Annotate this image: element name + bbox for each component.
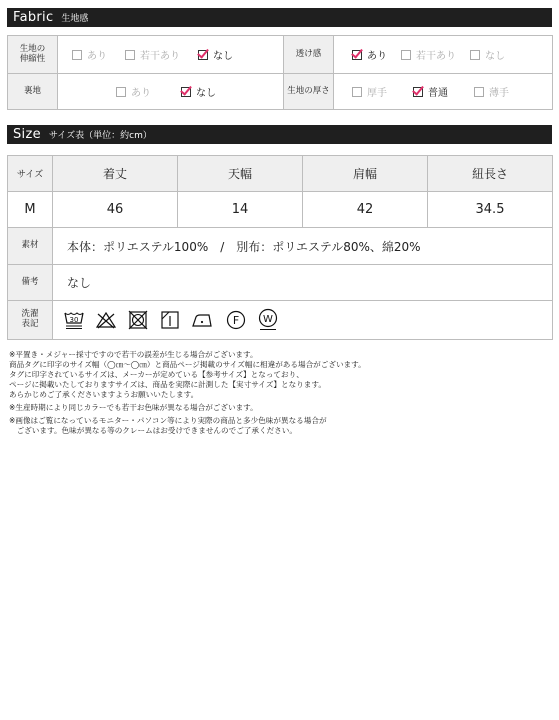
- stretch-options: [58, 36, 284, 74]
- checked-checkbox-icon: [198, 50, 208, 60]
- thickness-option-thin: 薄手: [474, 84, 509, 99]
- checkbox-icon: [474, 87, 484, 97]
- remarks-label: 備考: [8, 265, 53, 301]
- sheer-option-ari: あり: [352, 47, 387, 62]
- stretch-option-nashi: なし: [198, 47, 233, 62]
- size-col-length: 着丈: [53, 156, 178, 192]
- note-line: ※生産時期により同じカラーでも若干お色味が異なる場合がございます。: [9, 403, 258, 412]
- sheer-label: 透け感: [284, 36, 334, 74]
- thickness-option-thick: 厚手: [352, 84, 387, 99]
- sheer-option-jakkan: 若干あり: [401, 47, 456, 62]
- size-row-label: M: [8, 192, 53, 228]
- size-value-top-width: 14: [178, 192, 303, 228]
- wet-clean-w-icon: [257, 308, 279, 332]
- no-bleach-icon: [95, 309, 117, 331]
- sheer-options: [334, 36, 553, 74]
- fabric-section-header: [7, 8, 552, 27]
- material-text: 本体：ポリエステル100% / 別布：ポリエステル80%、綿20%: [53, 228, 553, 265]
- care-label: 洗濯 表記: [8, 301, 53, 340]
- stretch-label: 生地の 伸縮性: [8, 36, 58, 74]
- material-label: 素材: [8, 228, 53, 265]
- note-line: 商品タグに印字のサイズ幅（◯㎝〜◯㎝）と商品ページ掲載のサイズ幅に相違がある場合がございます。: [9, 360, 366, 369]
- size-value-length: 46: [53, 192, 178, 228]
- checkbox-icon: [401, 50, 411, 60]
- dry-clean-f-icon: [225, 309, 247, 331]
- checked-checkbox-icon: [352, 50, 362, 60]
- thickness-options: [334, 74, 553, 110]
- fabric-table: [7, 35, 553, 110]
- checkbox-icon: [352, 87, 362, 97]
- wash-30-gentle-icon: [63, 309, 85, 331]
- checkbox-icon: [470, 50, 480, 60]
- notes: [9, 350, 554, 436]
- thickness-label: 生地の厚さ: [284, 74, 334, 110]
- fabric-title-en: Fabric: [13, 10, 54, 25]
- size-value-row: [8, 192, 553, 228]
- size-table: [7, 155, 553, 340]
- note-line: ※平置き・メジャー採寸ですので若干の誤差が生じる場合がございます。: [9, 350, 258, 359]
- lining-option-ari: あり: [116, 84, 151, 99]
- note-line: ※画像はご覧になっているモニター・パソコン等により実際の商品と多少色味が異なる場合が: [9, 416, 327, 425]
- stretch-option-ari: あり: [72, 47, 107, 62]
- no-tumble-dry-icon: [127, 309, 149, 331]
- fabric-title-jp: 生地感: [61, 14, 89, 24]
- size-header-label: サイズ: [8, 156, 53, 192]
- size-header-row: [8, 156, 553, 192]
- iron-low-icon: [191, 309, 215, 331]
- size-title-jp: サイズ表（単位：約cm）: [48, 131, 152, 141]
- note-line: あらかじめご了承くださいますようお願いいたします。: [9, 390, 199, 399]
- drip-dry-shade-icon: [159, 309, 181, 331]
- svg-text:F: F: [232, 314, 240, 327]
- svg-text:W: W: [263, 314, 273, 325]
- lining-option-nashi: なし: [181, 84, 216, 99]
- lining-options: [58, 74, 284, 110]
- size-section-header: [7, 125, 552, 144]
- size-value-strap: 34.5: [428, 192, 553, 228]
- checkbox-icon: [72, 50, 82, 60]
- note-line: タグに印字されているサイズは、メーカーが定めている【参考サイズ】となっており、: [9, 370, 304, 379]
- checked-checkbox-icon: [181, 87, 191, 97]
- remarks-text: なし: [53, 265, 553, 301]
- note-line: ページに掲載いたしておりますサイズは、商品を実際に計測した【実寸サイズ】となります。: [9, 380, 326, 389]
- care-icons-cell: [53, 301, 553, 340]
- svg-text:30: 30: [69, 316, 79, 324]
- note-line: ございます。色味が異なる等のクレームはお受けできませんのでご了承ください。: [9, 426, 297, 435]
- stretch-option-jakkan: 若干あり: [125, 47, 180, 62]
- thickness-option-normal: 普通: [413, 84, 448, 99]
- checkbox-icon: [116, 87, 126, 97]
- size-col-strap: 紐長さ: [428, 156, 553, 192]
- sheer-option-nashi: なし: [470, 47, 505, 62]
- size-col-top-width: 天幅: [178, 156, 303, 192]
- size-title-en: Size: [13, 127, 41, 142]
- lining-label: 裏地: [8, 74, 58, 110]
- size-col-shoulder: 肩幅: [303, 156, 428, 192]
- checkbox-icon: [125, 50, 135, 60]
- checked-checkbox-icon: [413, 87, 423, 97]
- size-value-shoulder: 42: [303, 192, 428, 228]
